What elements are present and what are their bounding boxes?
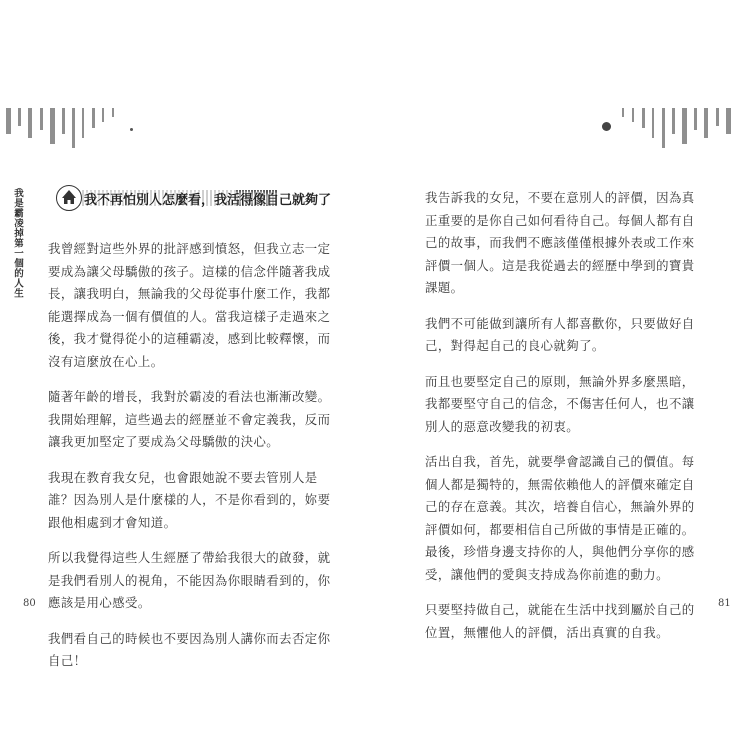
- paragraph: 我們不可能做到讓所有人都喜歡你，只要做好自己，對得起自己的良心就夠了。: [425, 315, 695, 353]
- page-number: 80: [23, 598, 36, 609]
- paragraph: 所以我覺得這些人生經歷了帶給我很大的啟發，就是我們看別人的視角，不能因為你眼睛看到的，你應該是用心感受。: [48, 550, 331, 610]
- chapter-heading: [56, 185, 332, 211]
- book-title-vertical: 我是霸凌掉第一個的人生: [12, 188, 23, 298]
- decorative-bars-left: [0, 108, 160, 168]
- right-body-text: [425, 187, 705, 644]
- paragraph: 我曾經對這些外界的批評感到憤怒，但我立志一定要成為讓父母驕傲的孩子。這樣的信念伴隨著我成長，讓我明白，無論我的父母從事什麼工作，我都能選擇成為一個有價值的人。當我這樣子走過來之後，我才覺得從小的這種霸凌，感到比較釋懷，而沒有這麼放在心上。: [48, 241, 331, 369]
- paragraph: 我告訴我的女兒，不要在意別人的評價，因為真正重要的是你自己如何看待自己。每個人都有自己的故事，而我們不應該僅僅根據外表或工作來評價一個人。這是我從過去的經歷中學到的寶貴課題。: [425, 190, 695, 295]
- chapter-title: 我不再怕別人怎麼看，我活得像自己就夠了: [84, 193, 332, 208]
- paragraph: 我現在教育我女兒，也會跟她說不要去管別人是誰？因為別人是什麼樣的人，不是你看到的，妳要跟他相處到才會知道。: [48, 469, 331, 530]
- paragraph: 只要堅持做自己，就能在生活中找到屬於自己的位置，無懼他人的評價，活出真實的自我。: [425, 602, 695, 640]
- paragraph: 隨著年齡的增長，我對於霸凌的看法也漸漸改變。我開始理解，這些過去的經歷並不會定義我，反而讓我更加堅定了要成為父母驕傲的決心。: [48, 389, 331, 449]
- tree-house-emblem-icon: [56, 185, 82, 211]
- page-number: 81: [718, 598, 731, 609]
- paragraph: 而且也要堅定自己的原則，無論外界多麼黑暗，我都要堅守自己的信念，不傷害任何人，也不讓別人的惡意改變我的初衷。: [425, 373, 695, 434]
- paragraph: 活出自我，首先，就要學會認識自己的價值。每個人都是獨特的，無需依賴他人的評價來確定自己的存在意義。其次，培養自信心，無論外界的評價如何，都要相信自己所做的事情是正確的。最後，珍惜身邊支持你的人，與他們分享你的感受，讓他們的愛與支持成為你前進的動力。: [425, 454, 695, 582]
- decorative-bars-right: [600, 108, 750, 168]
- paragraph: 我們看自己的時候也不要因為別人講你而去否定你自己！: [48, 630, 331, 668]
- left-body-text: [48, 238, 334, 673]
- right-page: [375, 0, 750, 750]
